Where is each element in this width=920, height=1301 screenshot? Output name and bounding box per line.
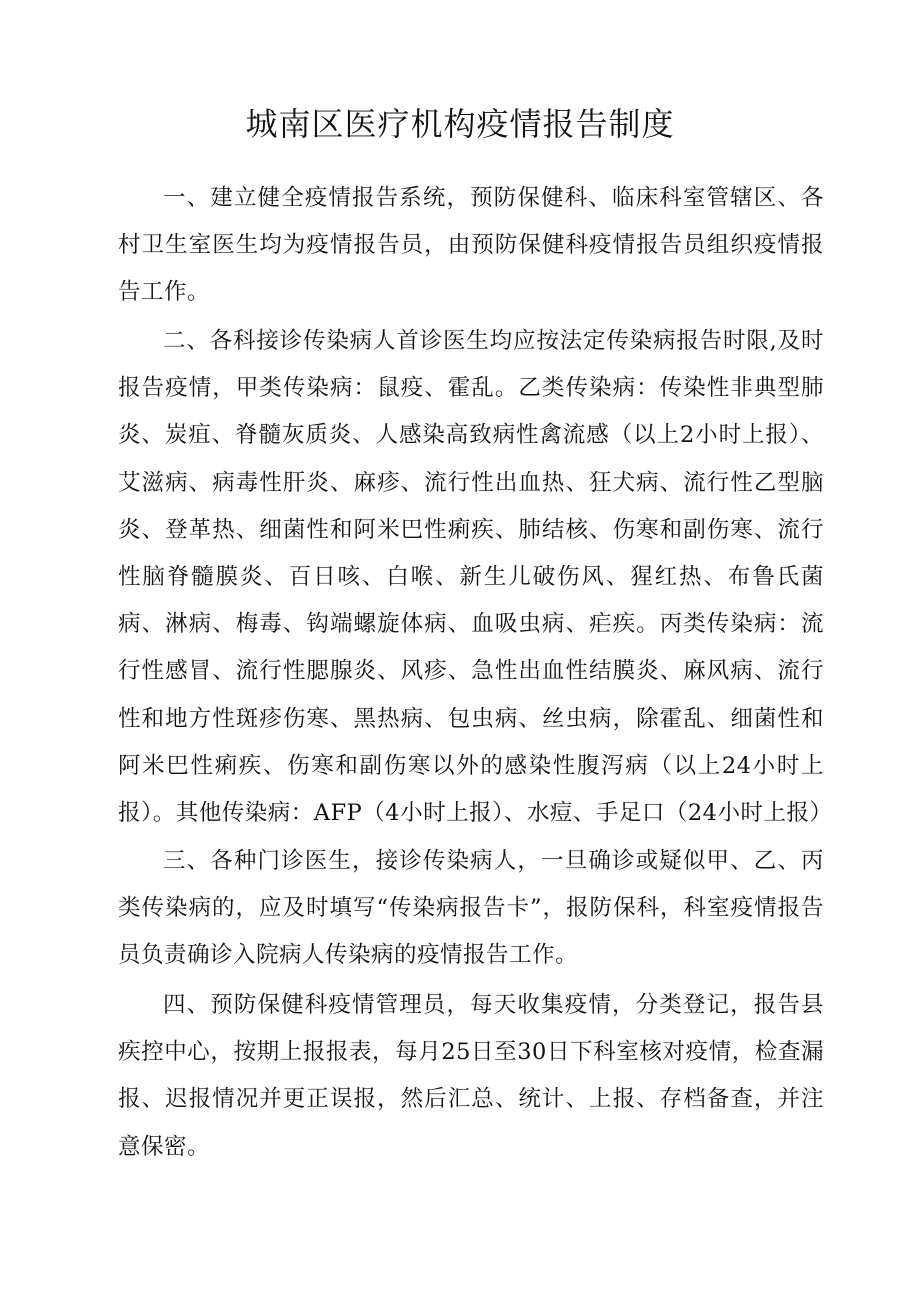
paragraph-1: 一、建立健全疫情报告系统，预防保健科、临床科室管辖区、各村卫生室医生均为疫情报告员，由预防保健科疫情报告员组织疫情报告工作。 [118, 185, 824, 306]
paragraph-2: 二、各科接诊传染病人首诊医生均应按法定传染病报告时限,及时报告疫情，甲类传染病：鼠疫、霍乱。乙类传染病：传染性非典型肺炎、炭疽、脊髓灰质炎、人感染高致病性禽流感（以上2小时上报）、艾滋病、病毒性肝炎、麻疹、流行性出血热、狂犬病、流行性乙型脑炎、登革热、细菌性和阿米巴性痢疾、肺结核、伤寒和副伤寒、流行性脑脊髓膜炎、百日咳、白喉、新生儿破伤风、猩红热、布鲁氏菌病、淋病、梅毒、钩端螺旋体病、血吸虫病、疟疾。丙类传染病：流行性感冒、流行性腮腺炎、风疹、急性出血性结膜炎、麻风病、流行性和地方性斑疹伤寒、黑热病、包虫病、丝虫病，除霍乱、细菌性和阿米巴性痢疾、伤寒和副伤寒以外的感染性腹泻病（以上24小时上报）。其他传染病：AFP（4小时上报）、水痘、手足口（24小时上报） [118, 328, 833, 827]
document-title: 城南区医疗机构疫情报告制度 [245, 105, 675, 143]
paragraph-3: 三、各种门诊医生，接诊传染病人，一旦确诊或疑似甲、乙、丙类传染病的，应及时填写“传染病报告卡”，报防保科，科室疫情报告员负责确诊入院病人传染病的疫情报告工作。 [118, 848, 824, 969]
paragraph-4: 四、预防保健科疫情管理员，每天收集疫情，分类登记，报告县疾控中心，按期上报报表，每月25日至30日下科室核对疫情，检查漏报、迟报情况并更正误报，然后汇总、统计、上报、存档备查，并注意保密。 [118, 992, 824, 1160]
